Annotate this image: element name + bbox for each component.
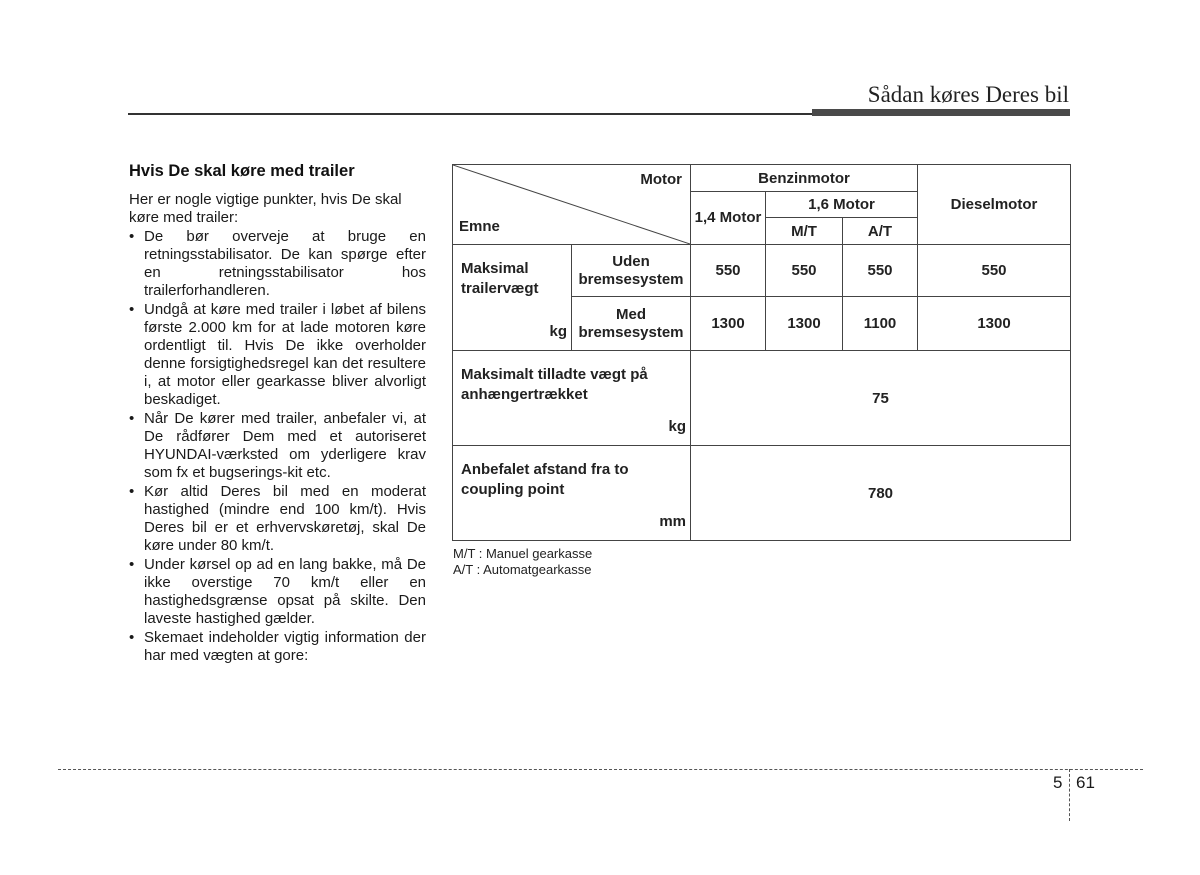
list-item	[129, 228, 426, 300]
coupling-distance-label: Anbefalet afstand fra to coupling point	[461, 461, 629, 498]
table-cell: 1100	[843, 297, 918, 351]
diesel-header: Dieselmotor	[918, 165, 1071, 245]
section-heading: Hvis De skal køre med trailer	[129, 162, 355, 180]
coupling-distance-cell	[453, 446, 691, 541]
bullet-icon: •	[129, 556, 135, 573]
table-corner-cell	[453, 165, 691, 245]
table-notes	[453, 546, 592, 578]
list-item-text: De bør overveje at bruge en retningsstabilisator. De kan spørge efter en retningsstabilisator hos trailerforhandleren.	[144, 228, 426, 299]
list-item	[129, 556, 426, 628]
coupling-distance-unit: mm	[659, 513, 686, 530]
list-item-text: Kør altid Deres bil med en moderat hastighed (mindre end 100 km/t). Hvis Deres bil er et erhvervskøretøj, skal De køre under 80 km/t.	[144, 483, 426, 554]
table-cell: 1300	[691, 297, 766, 351]
corner-emne-label: Emne	[459, 218, 500, 235]
table-cell: 550	[918, 245, 1071, 297]
hitch-weight-label: Maksimalt tilladte vægt på anhængertrækket	[461, 366, 648, 403]
note-mt: M/T : Manuel gearkasse	[453, 546, 593, 561]
intro-paragraph: Her er nogle vigtige punkter, hvis De skal køre med trailer:	[129, 191, 402, 226]
list-item	[129, 410, 426, 482]
list-item-text: Skemaet indeholder vigtig information der har med vægten at gore:	[144, 629, 426, 664]
max-trailer-cell	[453, 245, 572, 351]
max-trailer-label: Maksimal trailervægt	[461, 260, 539, 297]
with-brake-label: Med bremsesystem	[572, 297, 691, 351]
list-item	[129, 483, 426, 555]
bullet-icon: •	[129, 483, 135, 500]
list-item	[129, 629, 426, 665]
table-cell: 550	[691, 245, 766, 297]
footer-rule	[58, 769, 1143, 770]
hitch-weight-unit: kg	[668, 418, 686, 435]
table-cell: 550	[766, 245, 843, 297]
hitch-weight-cell	[453, 351, 691, 446]
note-at: A/T : Automatgearkasse	[453, 562, 592, 577]
list-item	[129, 301, 426, 409]
without-brake-label: Uden bremsesystem	[572, 245, 691, 297]
bullet-list	[129, 228, 426, 665]
bullet-icon: •	[129, 301, 135, 318]
bullet-icon: •	[129, 629, 135, 646]
trailer-weight-table	[452, 164, 1071, 541]
mt-header: M/T	[766, 218, 843, 245]
page-number: 61	[1076, 773, 1095, 792]
list-item-text: Undgå at køre med trailer i løbet af bilens første 2.000 km for at lade motoren køre ordentligt til. Hvis De ikke overholder denne forsigtighedsregel kan det resultere i, at motor eller gearkasse bliver alvorligt beskadiget.	[144, 301, 426, 408]
corner-motor-label: Motor	[640, 171, 682, 188]
footer-divider	[1069, 769, 1070, 821]
max-trailer-unit: kg	[549, 323, 567, 340]
list-item-text: Når De kører med trailer, anbefaler vi, at De rådfører Dem med et autoriseret HYUNDAI-værksted om yderligere krav som fx et bugserings-kit etc.	[144, 410, 426, 481]
header-rule-accent	[812, 109, 1070, 116]
bullet-icon: •	[129, 228, 135, 245]
header-rule	[128, 113, 812, 115]
table-cell: 550	[843, 245, 918, 297]
left-column	[129, 162, 426, 666]
bullet-icon: •	[129, 410, 135, 427]
page-header-title: Sådan køres Deres bil	[867, 82, 1069, 107]
coupling-distance-value: 780	[691, 446, 1071, 541]
benzin-header: Benzinmotor	[691, 165, 918, 192]
engine-16-header: 1,6 Motor	[766, 192, 918, 218]
table-cell: 1300	[766, 297, 843, 351]
at-header: A/T	[843, 218, 918, 245]
chapter-number: 5	[1053, 773, 1063, 792]
list-item-text: Under kørsel op ad en lang bakke, må De ikke overstige 70 km/t eller en hastighedsgrænse opsat på skilte. Den laveste hastighed gælder.	[144, 556, 426, 627]
table-cell: 1300	[918, 297, 1071, 351]
hitch-weight-value: 75	[691, 351, 1071, 446]
engine-14-header: 1,4 Motor	[691, 192, 766, 245]
